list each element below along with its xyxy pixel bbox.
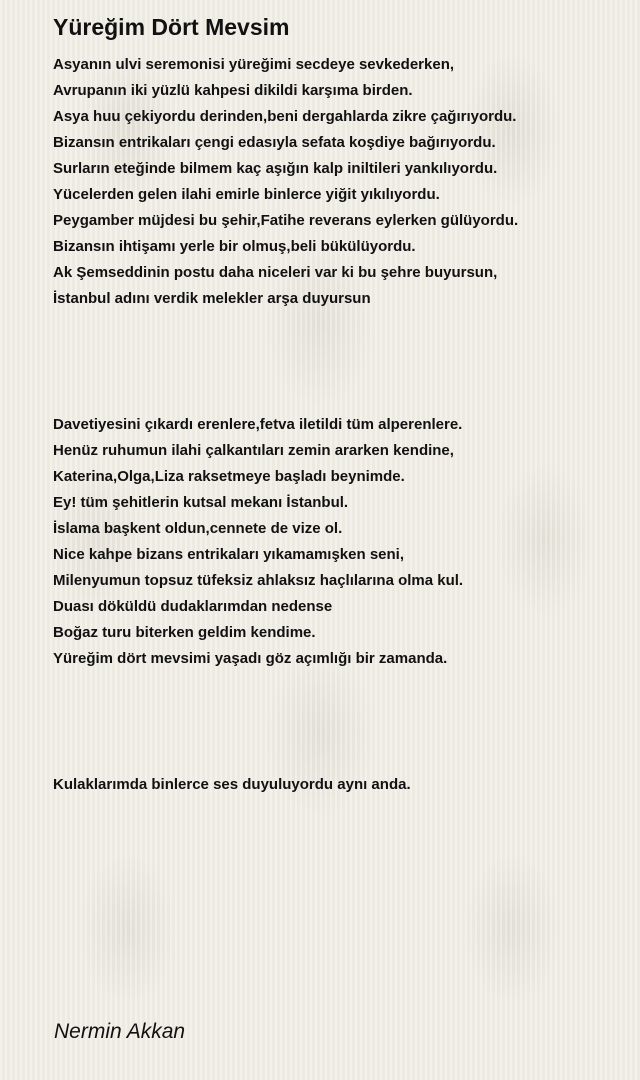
poem-line: Asyanın ulvi seremonisi yüreğimi secdeye sevkederken, xyxy=(53,56,455,73)
poem-line: Asya huu çekiyordu derinden,beni dergahlarda zikre çağırıyordu. xyxy=(53,108,517,125)
stanza-3 xyxy=(53,772,411,798)
poem-title: Yüreğim Dört Mevsim xyxy=(53,14,290,40)
poem-line: Henüz ruhumun ilahi çalkantıları zemin ararken kendine, xyxy=(53,442,454,459)
poem-line: Ey! tüm şehitlerin kutsal mekanı İstanbul. xyxy=(53,494,349,511)
poem-line: Yüreğim dört mevsimi yaşadı göz açımlığı bir zamanda. xyxy=(53,650,448,667)
stanza-1 xyxy=(53,52,518,312)
poem-line: İslama başkent oldun,cennete de vize ol. xyxy=(53,520,343,537)
poem-line: Davetiyesini çıkardı erenlere,fetva iletildi tüm alperenlere. xyxy=(53,416,463,433)
poem-line: Surların eteğinde bilmem kaç aşığın kalp iniltileri yankılıyordu. xyxy=(53,160,498,177)
poem-line: İstanbul adını verdik melekler arşa duyursun xyxy=(53,290,371,307)
poem-line: Milenyumun topsuz tüfeksiz ahlaksız haçlılarına olma kul. xyxy=(53,572,464,589)
poem-line: Peygamber müjdesi bu şehir,Fatihe reverans eylerken gülüyordu. xyxy=(53,212,519,229)
poem-author: Nermin Akkan xyxy=(54,1020,186,1043)
poem-line: Kulaklarımda binlerce ses duyuluyordu aynı anda. xyxy=(53,776,411,793)
poem-line: Duası döküldü dudaklarımdan nedense xyxy=(53,598,333,615)
stanza-2 xyxy=(53,412,463,672)
poem-line: Avrupanın iki yüzlü kahpesi dikildi karşıma birden. xyxy=(53,82,413,99)
poem-line: Bizansın entrikaları çengi edasıyla sefata koşdiye bağırıyordu. xyxy=(53,134,496,151)
poem-line: Nice kahpe bizans entrikaları yıkamamışken seni, xyxy=(53,546,405,563)
poem-line: Boğaz turu biterken geldim kendime. xyxy=(53,624,316,641)
poem-line: Katerina,Olga,Liza raksetmeye başladı beynimde. xyxy=(53,468,405,485)
poem-line: Ak Şemseddinin postu daha niceleri var ki bu şehre buyursun, xyxy=(53,264,498,281)
poem-line: Bizansın ihtişamı yerle bir olmuş,beli bükülüyordu. xyxy=(53,238,416,255)
poem-line: Yücelerden gelen ilahi emirle binlerce yiğit yıkılıyordu. xyxy=(53,186,440,203)
